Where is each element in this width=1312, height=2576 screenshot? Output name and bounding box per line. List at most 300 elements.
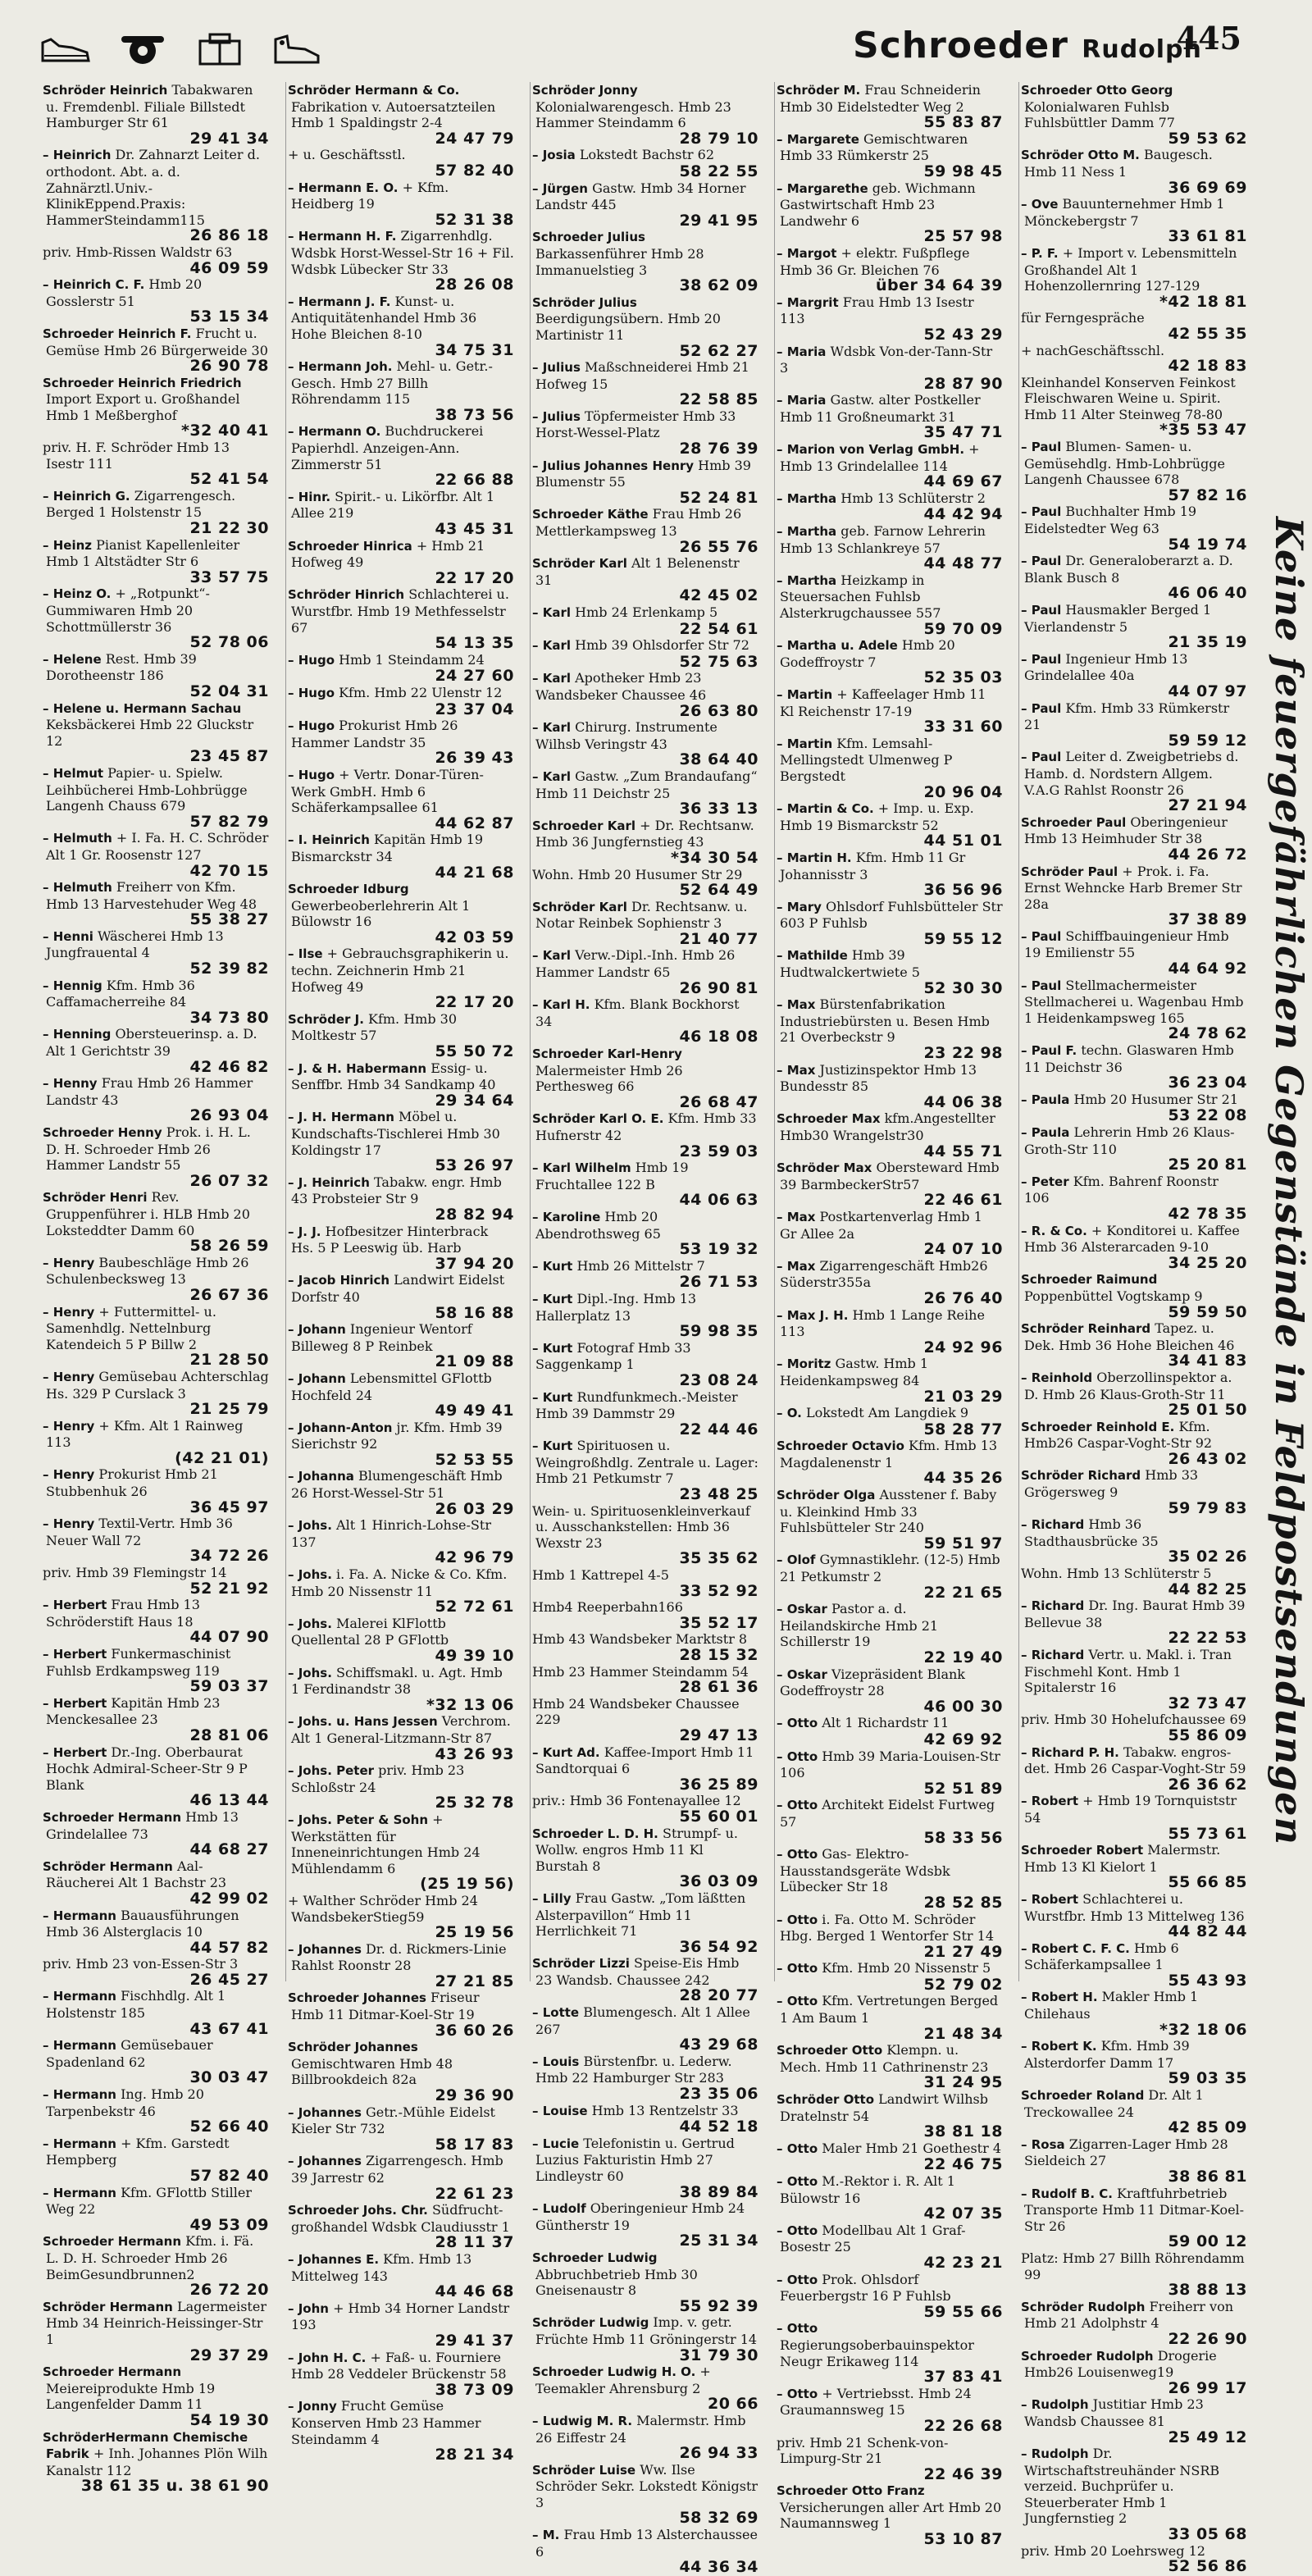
entry-phone: 38 89 84	[679, 2182, 758, 2201]
entry-phone: 22 61 23	[435, 2184, 514, 2203]
directory-entry	[775, 2091, 1006, 2141]
directory-entry	[286, 2300, 517, 2350]
running-head-firstname: Rudolph	[1082, 35, 1202, 64]
entry-details: + Vertriebsst. Hmb 24 Graumannsweg 15	[780, 2385, 972, 2419]
directory-entry	[286, 294, 517, 358]
entry-phone: 28 21 34	[435, 2446, 514, 2464]
entry-name: – Henry	[43, 1467, 95, 1483]
directory-entry	[41, 1075, 272, 1124]
entry-details: Malermstr. Hmb 13 Kl Kielort 1	[1024, 1842, 1221, 1875]
entry-name: – Rudolf B. C.	[1021, 2186, 1113, 2201]
entry-name: – Martin	[777, 736, 833, 751]
directory-entry	[775, 82, 1006, 131]
directory-column-2	[285, 82, 517, 2464]
entry-details: Obersteward Hmb 39 BarmbeckerStr57	[780, 1160, 1000, 1192]
directory-entry	[286, 2398, 517, 2463]
entry-details: Kraftfuhrbetrieb Transporte Hmb 11 Ditmar-Koel-Str 26	[1024, 2185, 1245, 2234]
directory-entry	[286, 1468, 517, 1517]
entry-name: – Paul	[1021, 504, 1062, 520]
directory-entry	[286, 1011, 517, 1060]
entry-name: Schroeder Hermann	[43, 2364, 182, 2380]
entry-details: Blumengeschäft Hmb 26 Horst-Wessel-Str 51	[291, 1468, 503, 1502]
entry-name: – Margarete	[777, 131, 859, 147]
entry-phone: 49 53 09	[189, 2215, 269, 2234]
entry-details: Kfm. Bahrenf Roonstr 106	[1024, 1173, 1219, 1206]
entry-phone: 49 39 10	[435, 1647, 514, 1665]
entry-details: Kfm. Hmb 13 Magdalenenstr 1	[780, 1438, 998, 1470]
entry-phone: 44 35 26	[923, 1469, 1003, 1488]
entry-phone: 38 88 13	[1168, 2281, 1247, 2300]
directory-entry	[41, 1809, 272, 1858]
entry-phone: 35 02 26	[1168, 1548, 1247, 1566]
entry-phone: 26 36 62	[1168, 1775, 1247, 1794]
entry-details: Frau Hmb 26 Mettlerkampsweg 13	[535, 506, 742, 540]
directory-entry	[1019, 1271, 1250, 1320]
entry-details: Hmb 36 Stadthausbrücke 35	[1024, 1516, 1159, 1549]
entry-name: – Ludwig M. R.	[532, 2413, 633, 2428]
entry-phone: 42 07 35	[923, 2204, 1003, 2223]
entry-phone: 57 82 79	[189, 812, 269, 831]
directory-entry	[775, 523, 1006, 572]
entry-phone: 52 04 31	[189, 682, 269, 700]
entry-phone: 52 72 61	[435, 1598, 514, 1616]
entry-details: Hmb 13 Schlüterstr 2	[840, 490, 986, 506]
entry-details: Hmb 20 Husumer Str 21	[1073, 1091, 1239, 1107]
entry-name: Schröder Johannes	[288, 2040, 418, 2055]
entry-details: Spirit.- u. Likörfbr. Alt 1 Allee 219	[291, 488, 495, 522]
entry-details: Frau Gastw. „Tom läßtten Alsterpavillon“ Hmb 11 Herrlichkeit 71	[535, 1890, 746, 1940]
entry-details: Hmb 39 Hudtwalckertwiete 5	[780, 947, 920, 981]
entry-phone: 55 92 39	[679, 2296, 758, 2315]
entry-details: Freiherr von Hmb 21 Adolphstr 4	[1024, 2298, 1233, 2332]
entry-name: Schröder Max	[777, 1160, 872, 1176]
entry-details: Getr.-Mühle Eidelst Kieler Str 732	[291, 2104, 495, 2137]
entry-details: für Ferngespräche	[1021, 310, 1145, 326]
directory-entry	[286, 1990, 517, 2039]
entry-details: + Hmb 13 Grindelallee 114	[780, 441, 980, 474]
entry-name: – Henning	[43, 1027, 112, 1042]
directory-entry	[286, 2202, 517, 2251]
entry-phone: 53 19 32	[679, 1240, 758, 1259]
entry-details: + Hmb 19 Tornquiststr 54	[1024, 1793, 1237, 1826]
directory-entry	[531, 1696, 762, 1744]
entry-phone: 29 36 90	[435, 2086, 514, 2105]
entry-phone: 44 07 97	[1168, 682, 1247, 700]
directory-entry	[1019, 1566, 1250, 1598]
directory-entry	[775, 1487, 1006, 1552]
entry-details: + „Rotpunkt“-Gummiwaren Hmb 20 Schottmüllerstr 36	[46, 586, 210, 635]
entry-details: Verchrom. Alt 1 General-Litzmann-Str 87	[291, 1713, 511, 1746]
entry-details: Dr.-Ing. Oberbaurat Hochk Admiral-Scheer-Str 9 P Blank	[46, 1744, 248, 1793]
directory-entry	[1019, 2038, 1250, 2087]
entry-name: – Karl Wilhelm	[532, 1160, 631, 1176]
entry-details: Kaffee-Import Hmb 11 Sandtorquai 6	[535, 1744, 754, 1777]
entry-phone: 38 73 09	[435, 2380, 514, 2399]
entry-phone: 26 93 04	[189, 1106, 269, 1125]
entry-name: Schroeder Henny	[43, 1125, 162, 1140]
entry-phone: 35 52 17	[679, 1613, 758, 1632]
entry-name: – Hermann	[43, 1989, 116, 2004]
directory-entry	[286, 718, 517, 767]
entry-name: – Hennig	[43, 978, 102, 993]
entry-name: – Helmuth	[43, 831, 112, 846]
entry-phone: 53 26 97	[435, 1156, 514, 1175]
entry-name: Schroeder Hermann	[43, 2234, 182, 2250]
entry-phone: 22 46 39	[923, 2464, 1003, 2483]
entry-phone: 59 03 35	[1168, 2069, 1247, 2088]
entry-name: – Otto	[777, 2174, 818, 2189]
entry-name: – Johs.	[288, 1616, 332, 1631]
directory-entry	[1019, 864, 1250, 928]
entry-name: Schroeder Hermann	[43, 1809, 182, 1825]
entry-name: – Hermann E. O.	[288, 180, 399, 195]
entry-details: Hmb4 Reeperbahn166	[532, 1599, 683, 1616]
entry-name: Schröder Jonny	[532, 83, 638, 98]
entry-name: Schröder Karl O. E.	[532, 1111, 664, 1127]
directory-entry	[531, 637, 762, 670]
entry-phone: 59 70 09	[923, 619, 1003, 638]
entry-name: Schröder Rudolph	[1021, 2299, 1146, 2314]
entry-details: + nachGeschäftsschl.	[1021, 342, 1165, 358]
entry-name: – Margot	[777, 245, 837, 261]
entry-phone: 23 22 98	[923, 1044, 1003, 1063]
directory-entry	[286, 881, 517, 946]
directory-entry	[286, 1713, 517, 1762]
directory-entry	[531, 1046, 762, 1110]
entry-details: + Teemakler Ahrensburg 2	[535, 2364, 711, 2396]
entry-phone: 22 26 90	[1168, 2329, 1247, 2348]
directory-entry	[775, 1993, 1006, 2042]
entry-phone: 22 46 61	[923, 1191, 1003, 1210]
entry-details: Architekt Eidelst Furtweg 57	[780, 1797, 995, 1830]
entry-name: – Martha	[777, 572, 837, 588]
entry-name: – Louise	[532, 2103, 588, 2118]
directory-entry	[1019, 1124, 1250, 1174]
directory-entry	[775, 1062, 1006, 1111]
entry-phone: 21 09 88	[435, 1352, 514, 1371]
entry-phone: 57 82 16	[1168, 486, 1247, 504]
directory-entry	[1019, 439, 1250, 504]
entry-phone: 42 23 21	[923, 2253, 1003, 2272]
entry-details: Kfm. Hmb 13 Mittelweg 143	[291, 2250, 472, 2284]
entry-details: Prokurist Hmb 21 Stubbenhuk 26	[46, 1466, 218, 1500]
entry-phone: 26 90 78	[189, 357, 269, 376]
entry-details: + Imp. u. Exp. Hmb 19 Bismarckstr 52	[780, 800, 974, 833]
directory-entry	[775, 1797, 1006, 1846]
directory-entry	[775, 2386, 1006, 2435]
entry-phone: 44 46 68	[435, 2282, 514, 2301]
entry-details: Kfm. Hmb 11 Gr Johannisstr 3	[780, 849, 966, 882]
directory-entry	[1019, 602, 1250, 651]
directory-entry	[1019, 700, 1250, 750]
directory-entry	[531, 229, 762, 294]
directory-entry	[775, 899, 1006, 948]
entry-name: – Martin & Co.	[777, 801, 874, 817]
entry-details: Kapitän Hmb 23 Menckesallee 23	[46, 1694, 221, 1728]
entry-details: + Hmb 21 Hofweg 49	[291, 537, 485, 571]
entry-phone: 22 66 88	[435, 471, 514, 490]
directory-entry	[286, 1321, 517, 1370]
entry-details: Frucht Gemüse Konserven Hmb 23 Hammer Steindamm 4	[291, 2398, 481, 2447]
entry-details: Bauausführungen Hmb 36 Alsterglacis 10	[46, 1907, 239, 1940]
entry-phone: 26 03 29	[435, 1499, 514, 1518]
entry-details: Dr. d. Rickmers-Linie Rahlst Roonstr 28	[291, 1940, 507, 1974]
directory-entry	[1019, 1092, 1250, 1124]
entry-phone: 21 25 79	[189, 1400, 269, 1419]
entry-name: – Karl	[532, 720, 572, 736]
directory-entry	[286, 538, 517, 587]
directory-entry	[775, 1601, 1006, 1666]
entry-phone: 32 73 47	[1168, 1694, 1247, 1712]
entry-details: priv. Hmb 23 Schloßstr 24	[291, 1762, 465, 1795]
entry-phone: 52 53 55	[435, 1450, 514, 1469]
entry-details: Frau Hmb 26 Hammer Landstr 43	[46, 1075, 253, 1108]
entry-details: Gemischtwaren Hmb 33 Rümkerstr 25	[780, 130, 968, 164]
entry-details: Hmb 13 Grindelallee 73	[46, 1808, 239, 1842]
entry-details: Spirituosen u. Weingroßhdlg. Zentrale u. Lager: Hmb 21 Petkumstr 7	[535, 1438, 758, 1487]
directory-entry	[41, 1646, 272, 1695]
entry-name: – Johs.	[288, 1665, 332, 1680]
entry-name: – Johannes E.	[288, 2251, 380, 2267]
directory-entry	[531, 458, 762, 507]
entry-name: – Paul F.	[1021, 1043, 1077, 1059]
entry-name: – Karl	[532, 671, 572, 686]
entry-name: – Ludolf	[532, 2201, 586, 2217]
entry-details: Kfm. Hmb 33 Rümkerstr 21	[1024, 700, 1230, 733]
entry-name: Schroeder Karl	[532, 818, 636, 833]
directory-entry	[286, 2350, 517, 2399]
entry-details: Gas- Elektro- Hausstandsgeräte Wdsbk Lübecker Str 18	[780, 1846, 950, 1895]
shoe-outline-icon	[271, 31, 323, 67]
entry-details: Malerei KlFlottb Quellental 28 P GFlottb	[291, 1615, 449, 1648]
entry-name: – Josia	[532, 148, 576, 163]
entry-name: – Reinhold	[1021, 1370, 1093, 1385]
directory-entry	[531, 1793, 762, 1825]
directory-entry	[286, 1109, 517, 1174]
entry-name: – Mary	[777, 899, 822, 914]
directory-entry	[531, 294, 762, 359]
entry-details: Fischhdlg. Alt 1 Holstenstr 185	[46, 1988, 226, 2022]
directory-entry	[41, 651, 272, 700]
entry-details: Kunst- u. Antiquitätenhandel Hmb 36 Hohe Bleichen 8-10	[291, 293, 477, 342]
entry-details: Heizkamp in Steuersachen Fuhlsb Alsterkrugchaussee 557	[780, 572, 941, 621]
entry-details: Möbel u. Kundschafts-Tischlerei Hmb 30 Koldingstr 17	[291, 1109, 500, 1158]
entry-details: + Kfm. Alt 1 Rainweg 113	[46, 1417, 244, 1451]
directory-entry	[531, 1890, 762, 1955]
entry-name: – Johannes	[288, 1941, 362, 1957]
directory-entry	[531, 899, 762, 948]
directory-entry	[41, 82, 272, 147]
entry-phone: 38 62 09	[679, 276, 758, 295]
entry-name: – Hermann Joh.	[288, 359, 393, 375]
entry-name: – Hermann	[43, 2185, 116, 2200]
entry-phone: 36 60 26	[435, 2021, 514, 2040]
entry-phone: 43 67 41	[189, 2019, 269, 2038]
entry-details: Ingenieur Hmb 13 Grindelallee 40a	[1024, 650, 1188, 684]
entry-name: – Kurt Ad.	[532, 1744, 600, 1760]
entry-phone: *34 30 54	[671, 848, 758, 867]
running-head	[853, 25, 1202, 66]
entry-details: geb. Wichmann Gastwirtschaft Hmb 23 Landwehr 6	[780, 180, 976, 229]
entry-phone: 22 21 65	[923, 1583, 1003, 1602]
directory-entry	[286, 1517, 517, 1566]
directory-entry	[1019, 375, 1250, 439]
directory-entry	[41, 488, 272, 537]
telephone-icon	[116, 31, 169, 67]
entry-details: Kfm. Hmb 36 Caffamacherreihe 84	[46, 977, 195, 1010]
entry-name: – Rosa	[1021, 2136, 1065, 2152]
entry-phone: 26 68 47	[679, 1092, 758, 1111]
entry-details: Lehrerin Hmb 26 Klaus-Groth-Str 110	[1024, 1124, 1235, 1157]
directory-entry	[286, 423, 517, 488]
entry-phone: 44 57 82	[189, 1938, 269, 1957]
entry-phone: 26 76 40	[923, 1288, 1003, 1307]
directory-entry	[775, 180, 1006, 245]
entry-name: – Rudolph	[1021, 2397, 1089, 2413]
entry-phone: 29 41 37	[435, 2331, 514, 2350]
entry-details: Aal-Räucherei Alt 1 Bachstr 23	[46, 1858, 227, 1891]
directory-entry	[1019, 2186, 1250, 2250]
entry-details: Südfrucht-großhandel Wdsbk Claudiusstr 1	[291, 2202, 510, 2235]
entry-details: Wäscherei Hmb 13 Jungfrauental 4	[46, 928, 224, 961]
entry-phone: 52 78 06	[189, 633, 269, 652]
entry-details: Hmb 23 Hammer Steindamm 54	[532, 1663, 749, 1680]
entry-details: Hmb 1 Steindamm 24	[339, 651, 485, 668]
entry-name: Schroeder Johs. Chr.	[288, 2203, 428, 2218]
entry-name: Schroeder Ludwig H. O.	[532, 2364, 696, 2380]
entry-details: Zigarrengeschäft Hmb26 Süderstr355a	[780, 1257, 988, 1291]
entry-phone: 55 50 72	[435, 1042, 514, 1061]
directory-entry	[531, 996, 762, 1046]
entry-phone: 29 41 34	[189, 129, 269, 148]
entry-name: – Robert K.	[1021, 2039, 1097, 2054]
entry-phone: 44 55 71	[923, 1142, 1003, 1160]
entry-details: Malermstr. Hmb 26 Eiffestr 24	[535, 2412, 746, 2446]
directory-entry	[775, 1110, 1006, 1160]
entry-name: – Otto	[777, 1716, 818, 1731]
entry-phone: 42 69 92	[923, 1730, 1003, 1748]
directory-entry	[531, 719, 762, 768]
directory-entry	[775, 1307, 1006, 1356]
entry-phone: 59 03 37	[189, 1677, 269, 1696]
entry-name: – Johs.	[288, 1518, 332, 1534]
entry-phone: 44 64 92	[1168, 960, 1247, 978]
entry-name: – Hugo	[288, 767, 335, 782]
entry-phone: 21 35 19	[1168, 633, 1247, 652]
entry-phone: 52 31 38	[435, 210, 514, 229]
directory-entry	[1019, 1647, 1250, 1712]
directory-entry	[531, 1503, 762, 1567]
directory-column-1	[41, 82, 272, 2496]
entry-details: Friseur Hmb 11 Ditmar-Koel-Str 19	[291, 1990, 480, 2023]
entry-phone: 28 81 06	[189, 1726, 269, 1744]
entry-details: Wohn. Hmb 13 Schlüterstr 5	[1021, 1566, 1212, 1582]
entry-details: Kfm. Hmb 33 Hufnerstr 42	[535, 1110, 757, 1143]
entry-details: Gastw. Hmb 34 Horner Landstr 445	[535, 180, 746, 213]
entry-details: M.-Rektor i. R. Alt 1 Bülowstr 16	[780, 2173, 955, 2206]
entry-phone: 27 21 85	[435, 1972, 514, 1990]
entry-name: – Richard	[1021, 1648, 1085, 1662]
entry-name: – Lilly	[532, 1890, 572, 1906]
entry-name: – Johann-Anton	[288, 1420, 393, 1435]
entry-details: Schiffbauingenieur Hmb 19 Emilienstr 55	[1024, 928, 1229, 961]
entry-phone: 23 45 87	[189, 747, 269, 766]
entry-name: – Julius	[532, 360, 581, 376]
entry-phone: 26 67 36	[189, 1285, 269, 1304]
directory-entry	[775, 1258, 1006, 1307]
entry-name: Schroeder Roland	[1021, 2088, 1145, 2104]
entry-name: – Peter	[1021, 1174, 1069, 1189]
directory-entry	[41, 1988, 272, 2037]
directory-entry	[775, 441, 1006, 490]
entry-name: – Johs. u. Hans Jessen	[288, 1714, 438, 1730]
entry-name: Schröder Ludwig	[532, 2315, 649, 2331]
entry-details: Landwirt Eidelst Dorfstr 40	[291, 1272, 505, 1305]
entry-details: Strumpf- u. Wollw. engros Hmb 11 Kl Burstah 8	[535, 1825, 738, 1874]
entry-details: + Walther Schröder Hmb 24 WandsbekerStieg59	[288, 1892, 478, 1925]
directory-entry	[775, 850, 1006, 899]
entry-name: – Hinr.	[288, 489, 331, 504]
directory-entry	[775, 2435, 1006, 2483]
entry-name: Schröder Otto	[777, 2092, 875, 2108]
entry-phone: 52 62 27	[679, 341, 758, 360]
entry-name: – Martin H.	[777, 850, 852, 865]
directory-entry	[1019, 1744, 1250, 1794]
entry-name: – Henny	[43, 1076, 98, 1092]
entry-details: Prokurist Hmb 26 Hammer Landstr 35	[291, 718, 458, 750]
entry-phone: 59 98 45	[923, 162, 1003, 180]
entry-phone: *35 53 47	[1159, 421, 1247, 440]
side-notice-text: Keine feuergefährlichen Gegenstände in Feldpostsendungen	[1267, 516, 1311, 1846]
directory-entry	[41, 1597, 272, 1646]
entry-details: Hmb 6 Schäferkampsallee 1	[1024, 1940, 1179, 1973]
entry-name: – Kurt	[532, 1258, 573, 1274]
entry-details: Apotheker Hmb 23 Wandsbeker Chaussee 46	[535, 670, 707, 703]
entry-name: Schröder Paul	[1021, 864, 1118, 879]
entry-phone: 28 61 36	[679, 1678, 758, 1697]
entry-phone: 24 47 79	[435, 129, 514, 148]
entry-phone: 28 76 39	[679, 440, 758, 458]
directory-entry	[531, 2136, 762, 2200]
entry-phone: 25 31 34	[679, 2232, 758, 2250]
entry-name: Schroeder Reinhold E.	[1021, 1419, 1175, 1434]
entry-details: + Vertr. Donar-Türen-Werk GmbH. Hmb 6 Schäferkampsallee 61	[291, 766, 484, 816]
entry-phone: 26 63 80	[679, 701, 758, 720]
directory-entry	[286, 2153, 517, 2202]
entry-name: – Hugo	[288, 718, 335, 734]
directory-entry	[775, 2141, 1006, 2173]
directory-entry	[286, 1762, 517, 1812]
entry-name: – Jürgen	[532, 180, 588, 196]
directory-entry	[775, 1715, 1006, 1748]
entry-phone: 33 05 68	[1168, 2525, 1247, 2544]
entry-phone: 20 96 04	[923, 782, 1003, 801]
entry-name: – Lucie	[532, 2136, 580, 2151]
entry-details: Ing. Hmb 20 Tarpenbekstr 46	[46, 2086, 204, 2119]
entry-details: Ohlsdorf Fuhlsbütteler Str 603 P Fuhlsb	[780, 898, 1003, 932]
entry-name: Schröder Olga	[777, 1488, 876, 1503]
entry-phone: 42 55 35	[1168, 324, 1247, 343]
entry-details: Kfm. Hmb 22 Ulenstr 12	[339, 684, 503, 700]
entry-name: – Julius	[532, 408, 581, 424]
entry-phone: 55 83 87	[923, 113, 1003, 132]
entry-phone: 52 35 03	[923, 668, 1003, 687]
entry-details: + Konditorei u. Kaffee Hmb 36 Alsterarcaden 9-10	[1024, 1222, 1240, 1256]
directory-entry	[286, 1420, 517, 1469]
directory-entry	[775, 1912, 1006, 1961]
entry-phone: 28 87 90	[923, 374, 1003, 393]
entry-phone: 42 45 02	[679, 586, 758, 605]
